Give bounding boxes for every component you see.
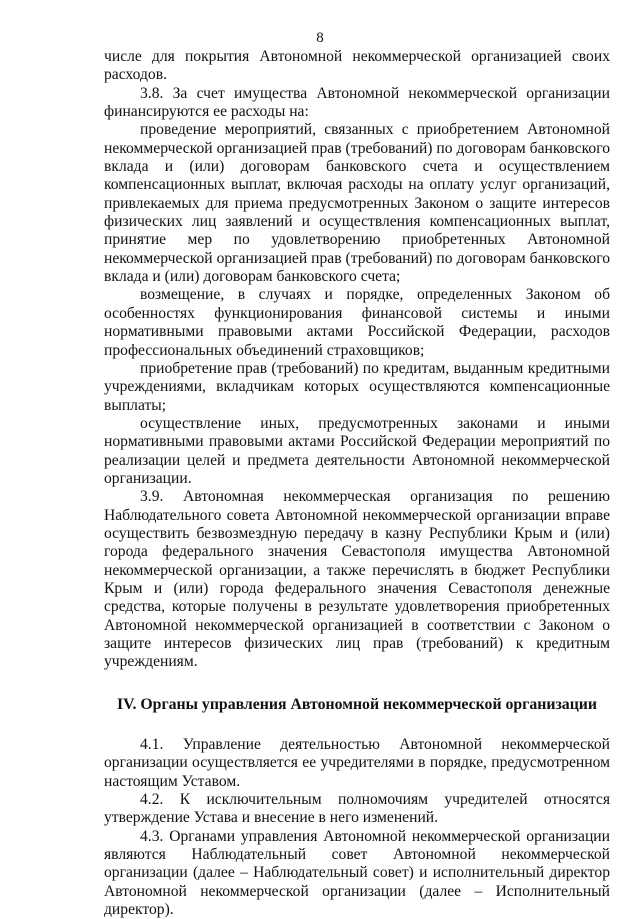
paragraph-expense-reimbursement: возмещение, в случаях и порядке, определенных Законом об особенностях функционирования финансовой системы и иными нормативными правовыми актами Российской Федерации, расходов профессиональных объединений страховщиков; <box>104 286 610 359</box>
paragraph-expense-rights-acquisition: приобретение прав (требований) по кредитам, выданным кредитными учреждениями, вкладчикам которых осуществляются компенсационные выплаты; <box>104 359 610 414</box>
paragraph-continuation: числе для покрытия Автономной некоммерческой организацией своих расходов. <box>104 48 610 84</box>
page-number: 8 <box>316 30 324 46</box>
paragraph-3-9: 3.9. Автономная некоммерческая организация по решению Наблюдательного совета Автономной некоммерческой организации вправе осуществить безвозмездную передачу в казну Республики Крым и (или) города федерального значения Севастополя имущества Автономной некоммерческой организации, а также перечислять в бюджет Республики Крым и (или) города федерального значения Севастополя денежные средства, которые получены в результате удовлетворения приобретенных Автономной некоммерческой организацией в соответствии с Законом о защите интересов физических лиц прав (требований) к кредитным учреждениям. <box>104 488 610 671</box>
paragraph-4-3: 4.3. Органами управления Автономной некоммерческой организации являются Наблюдательный совет Автономной некоммерческой организации (далее – Наблюдательный совет) и исполнительный директор Автономной некоммерческой организации (далее – Исполнительный директор). <box>104 827 610 919</box>
paragraph-expense-other: осуществление иных, предусмотренных законами и иными нормативными правовыми актами Российской Федерации мероприятий по реализации целей и предмета деятельности Автономной некоммерческой организации. <box>104 414 610 487</box>
paragraph-expense-events: проведение мероприятий, связанных с приобретением Автономной некоммерческой организацией прав (требований) по договорам банковского вклада и (или) договорам банковского счета и осуществлением компенсационных выплат, включая расходы на оплату услуг организаций, привлекаемых для приема предусмотренных Законом о защите интересов физических лиц заявлений и осуществления компенсационных выплат, принятие мер по удовлетворению приобретенных Автономной некоммерческой организацией прав (требований) по договорам банковского вклада и (или) договорам банковского счета; <box>104 121 610 286</box>
paragraph-4-2: 4.2. К исключительным полномочиям учредителей относятся утверждение Устава и внесение в него изменений. <box>104 791 610 827</box>
section-heading: IV. Органы управления Автономной некоммерческой организации <box>116 695 598 713</box>
paragraph-4-1: 4.1. Управление деятельностью Автономной некоммерческой организации осуществляется ее учредителями в порядке, предусмотренном настоящим Уставом. <box>104 736 610 790</box>
paragraph-3-8: 3.8. За счет имущества Автономной некоммерческой организации финансируются ее расходы на: <box>104 84 610 121</box>
document-body <box>104 48 610 919</box>
